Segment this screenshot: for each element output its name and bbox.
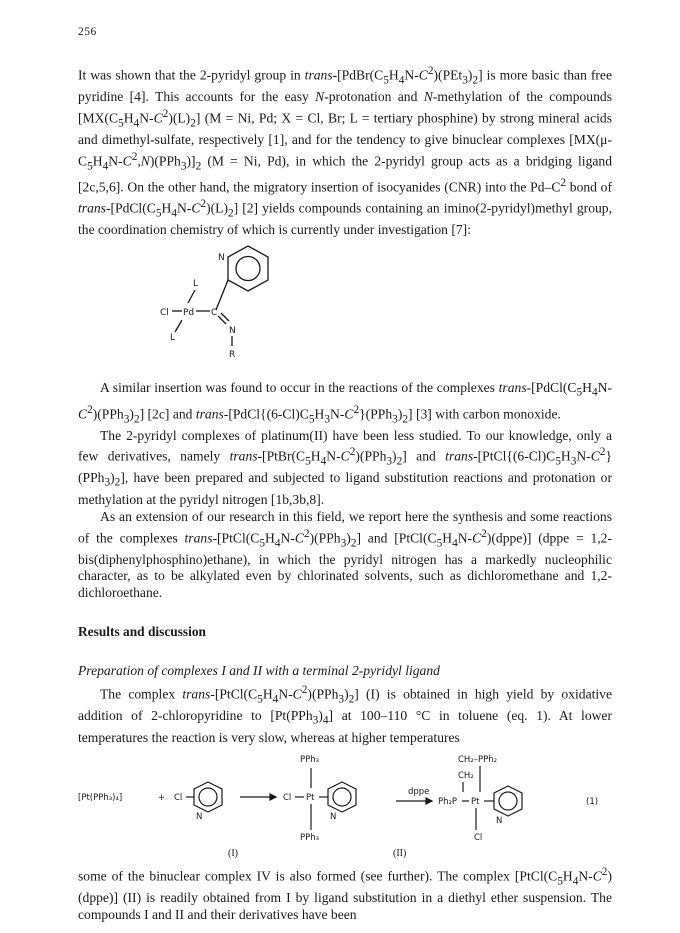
pyridine-ring: [228, 246, 268, 291]
label-ph2p: Ph₂P: [438, 797, 458, 807]
label-ch2: CH₂: [458, 771, 474, 781]
section-heading: Results and discussion: [78, 624, 207, 639]
label-cl-chloropyridine: Cl: [174, 793, 183, 803]
plus-sign: +: [158, 793, 166, 803]
reagent-pt-pph3-4: [Pt(PPh₃)₄]: [78, 793, 123, 803]
label-pd: Pd: [183, 308, 195, 318]
reaction-scheme-1: [78, 748, 612, 846]
paragraph-3: The 2-pyridyl complexes of platinum(II) have been less studied. To our knowledge, only a few derivatives, namely trans-$[PtBr(C_5H_4N-C^2)(PPh_3)_2]$ and trans-$[PtCl\{(6-Cl)C_5H_3N-C^2\}(PPh_3)_2]$, have been prepared and subjected to ligand substitution reactions and protonation or methylation at the pyridyl nitrogen [1b,3b,8].: [78, 427, 612, 507]
reaction-arrow-2-head: [426, 798, 432, 804]
chloropyridine-aromatic-circle: [199, 788, 217, 806]
label-pph3-bottom: PPh₃: [300, 833, 320, 843]
paragraph-5: The complex trans-$[PtCl(C_5H_4N-C^2)(PPh_3)_2]$ (I) is obtained in high yield by oxidative addition of 2-chloropyridine to $[Pt(PPh_3)_4]$ at 100–110 °C in toluene (eq. 1). At lower temperatures the reaction is very slow, whereas at higher temperatures: [78, 684, 612, 745]
paragraphs-body: [78, 380, 612, 602]
label-c: C: [211, 308, 218, 318]
imino-pyridyl-structure: [160, 240, 300, 360]
scheme-compound-labels: [78, 848, 612, 862]
label-l-bottom: L: [170, 333, 176, 343]
bond-ring-c: [216, 280, 228, 310]
label-compound-I: (I): [228, 848, 238, 859]
paragraph-continuation: [78, 864, 612, 924]
label-n-imine: N: [229, 326, 236, 336]
bond-pd-l-bottom: [175, 320, 182, 332]
paragraph-intro: [78, 63, 612, 239]
label-n-complex-2: N: [496, 816, 503, 826]
label-cl: Cl: [160, 308, 169, 318]
label-cl-complex-1: Cl: [283, 793, 292, 803]
label-pt-complex-1: Pt: [306, 793, 315, 803]
paragraph-prep: [78, 682, 612, 746]
paragraph-4: As an extension of our research in this field, we report here the synthesis and some reactions of the complexes trans-$[PtCl(C_5H_4N-C^2)(PPh_3)_2]$ and $[PtCl(C_5H_4N-C^2)(dppe)]$ (dppe = 1,2-bis(diphenylphosphino)ethane), in which the pyridyl nitrogen has a markedly nucleophilic character, as to be alkylated even by chlorinated solvents, such as dichloromethane and 1,2-dichloroethane.: [78, 508, 612, 601]
page-number: 256: [78, 26, 97, 38]
aromatic-circle: [236, 257, 260, 281]
equation-number: (1): [586, 797, 599, 807]
label-ch2-pph2: CH₂–PPh₂: [458, 755, 498, 765]
bond-pd-l-top: [188, 290, 195, 303]
paragraph-6: some of the binuclear complex IV is also formed (see further). The complex $[PtCl(C_5H_4N-C^2)(dppe)]$ (II) is readily obtained from I by ligand substitution in a diethyl ether suspension. The compounds I and II and their derivatives have been: [78, 866, 612, 922]
paragraph-1: It was shown that the 2-pyridyl group in trans-$[PdBr(C_5H_4N-C^2)(PEt_3)_2]$ is more basic than free pyridine [4]. This accounts for the easy N-protonation and N-methylation of the compounds $[MX(C_5H_4N-C^2)(L)_2] (M = Ni$, Pd; X = Cl, Br; L = tertiary phosphine) by strong mineral acids and dimethyl-sulfate, respectively [1], and for the tendency to give binuclear complexes $[MX(\mu-C_5H_4N-C^2,N)(PPh_3)]_2$ (M = Ni, Pd), in which the 2-pyridyl group acts as a bridging ligand [2c,5,6]. On the other hand, the migratory insertion of isocyanides (CNR) into the $Pd-C^2$ bond of trans-$[PdCl(C_5H_4N-C^2)(L)_2]$ [2] yields compounds containing an imino(2-pyridyl)methyl group, the coordination chemistry of which is currently under investigation [7]:: [78, 65, 612, 238]
label-l-top: L: [193, 279, 199, 289]
complex-1-pyridyl-ring: [328, 782, 356, 812]
paragraph-2: A similar insertion was found to occur in the reactions of the complexes trans-$[PdCl(C_5H_4N-C^2)(PPh_3)_2]$ [2c] and trans-$[PdCl\{(6-Cl)C_5H_3N-C^2\}(PPh_3)_2]$ [3] with carbon monoxide.: [78, 380, 612, 425]
complex-2-pyridyl-ring: [494, 786, 522, 816]
complex-1-aromatic-circle: [333, 788, 351, 806]
label-n-ring: N: [218, 253, 225, 263]
arrow-2-label-dppe: dppe: [408, 787, 430, 797]
label-n-complex-1: N: [330, 812, 337, 822]
label-pph3-top: PPh₃: [300, 755, 320, 765]
label-compound-II: (II): [393, 848, 407, 859]
complex-2-aromatic-circle: [499, 792, 517, 810]
label-pt-complex-2: Pt: [471, 797, 480, 807]
reaction-arrow-1-head: [270, 794, 276, 800]
label-cl-complex-2: Cl: [474, 833, 483, 843]
label-n-chloropyridine: N: [196, 812, 203, 822]
subheading: Preparation of complexes I and II with a terminal 2-pyridyl ligand: [78, 663, 440, 678]
label-r: R: [229, 350, 236, 360]
chloropyridine-ring: [194, 782, 222, 812]
